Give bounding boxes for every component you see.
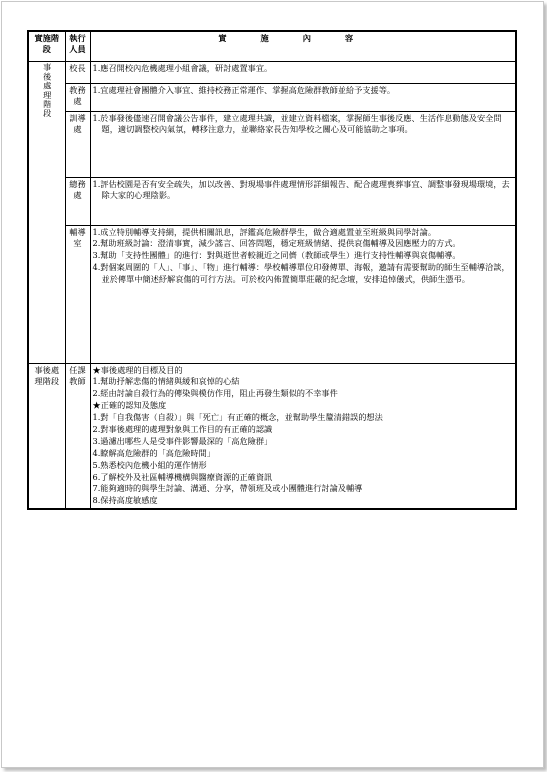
row-teachers <box>28 363 516 509</box>
content-item: 1.宜處理社會團體介入事宜、維持校務正常運作、掌握高危險群教師並給予支援等。 <box>92 84 396 95</box>
content-item: 4.瞭解高危險群的「高危險時間」 <box>92 447 215 458</box>
content-header: 實施內容 <box>90 31 516 61</box>
row-discipline <box>28 111 516 177</box>
role-header: 執行人員 <box>65 31 90 61</box>
role-academic: 教務處 <box>65 83 90 111</box>
content-item: 4.對個案周圍的「人」、「事」、「物」進行輔導：學校輔導單位印發傳單、海報，邀請有需要幫助的師生至輔導洽談，並於傳單中簡述紓解哀傷的可行方法。可於校內佈置簡單莊嚴的紀念壇，安排追悼儀式，供師生憑弔。 <box>92 262 510 285</box>
content-item: 3.幫助「支持性團體」的進行：對與逝世者較親近之同儕（教師或學生）進行支持性輔導與哀傷輔導。 <box>92 250 461 261</box>
stage-cell-2: 事後處理階段 <box>28 363 65 509</box>
content-item: 1.評估校園是否有安全疏失，加以改善、對現場事件處理情形詳細報告、配合處理喪葬事宜、調整事發現場環境，去除大家的心理陰影。 <box>92 178 510 201</box>
content-item: 6.了解校外及社區輔導機構與醫療資源的正確資訊 <box>92 471 273 482</box>
content-item: 1.對「自我傷害（自殺）」與「死亡」有正確的概念，並幫助學生釐清錯誤的想法 <box>92 412 383 423</box>
row-general-affairs <box>28 177 516 225</box>
stage-label-1: 事後處理階段 <box>42 62 53 118</box>
section-title: ★正確的認知及態度 <box>92 400 167 411</box>
role-counseling: 輔導室 <box>65 225 90 363</box>
content-academic <box>90 83 516 111</box>
section-title: ★事後處理的目標及目的 <box>92 364 183 375</box>
role-general-affairs: 總務處 <box>65 177 90 225</box>
content-item: 2.經由討論自殺行為的傳染與模仿作用，阻止再發生類似的不幸事件 <box>92 388 338 399</box>
content-item: 1.成立特別輔導支持網，提供相關訊息，評鑑高危險群學生，做合適處置並至班級與同學討論。 <box>92 226 437 237</box>
content-principal <box>90 61 516 83</box>
content-counseling <box>90 225 516 363</box>
content-discipline <box>90 111 516 177</box>
content-general-affairs <box>90 177 516 225</box>
content-item: 5.熟悉校內危機小組的運作情形 <box>92 459 207 470</box>
header-row <box>28 31 516 61</box>
role-teachers: 任課教師 <box>65 363 90 509</box>
content-item: 7.能夠適時的與學生討論、溝通、分享，帶領班及或小團體進行討論及輔導 <box>92 483 363 494</box>
implementation-table <box>27 30 517 510</box>
row-academic <box>28 83 516 111</box>
stage-header: 實施階段 <box>28 31 65 61</box>
content-item: 2.對事後處理的處理對象與工作目的有正確的認識 <box>92 423 273 434</box>
role-principal: 校長 <box>65 61 90 83</box>
content-item: 8.保持高度敏感度 <box>92 495 158 506</box>
content-teachers <box>90 363 516 509</box>
content-item: 1.應召開校內危機處理小組會議，研討處置事宜。 <box>92 62 273 73</box>
row-counseling <box>28 225 516 363</box>
content-item: 1.於事發後儘速召開會議公告事件，建立處理共識，並建立資料檔案，掌握師生事後反應、生活作息動態及安全問題，適切調整校內氣氛，轉移注意力，並聯絡家長告知學校之關心及可能協助之事項。 <box>92 112 502 135</box>
content-item: 3.過濾出哪些人是受事件影響最深的「高危險群」 <box>92 435 273 446</box>
row-principal <box>28 61 516 83</box>
content-item: 2.幫助班級討論：澄清事實，減少謠言、回答問題，穩定班級情緒、提供哀傷輔導及因應壓力的方式。 <box>92 238 461 249</box>
content-item: 1.幫助抒解悲傷的情緒與緩和哀悼的心結 <box>92 376 240 387</box>
stage-cell-1 <box>28 61 65 363</box>
role-discipline: 訓導處 <box>65 111 90 177</box>
